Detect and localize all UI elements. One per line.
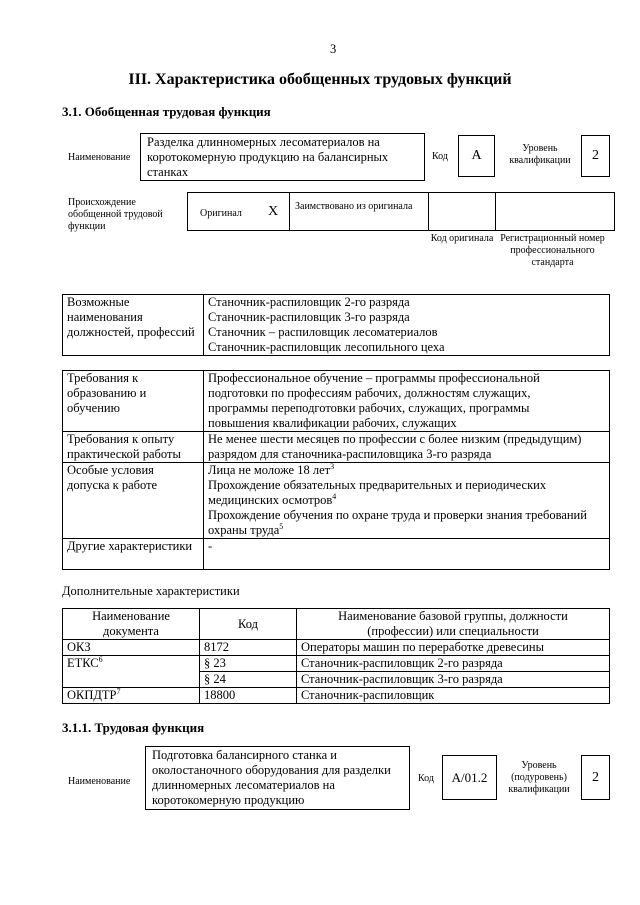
req-experience-label: Требования к опыту практической работы <box>63 432 204 463</box>
requirements-table <box>62 370 610 570</box>
section-title: III. Характеристика обобщенных трудовых функций <box>128 71 512 88</box>
footnote-ref: 3 <box>330 461 335 471</box>
row-doc <box>63 640 200 656</box>
origin-divider-2 <box>428 193 429 230</box>
req-line: повышения квалификации рабочих, служащих <box>208 416 457 430</box>
req-other-value <box>204 539 610 570</box>
origin-box <box>187 192 615 231</box>
req-conditions-label: Особые условия допуска к работе <box>63 463 204 539</box>
page-number: 3 <box>330 42 337 56</box>
additional-title: Дополнительные характеристики <box>62 584 240 598</box>
tf-code-value: А/01.2 <box>442 755 497 800</box>
req-education-value <box>204 371 610 432</box>
position-item: Станочник-распиловщик лесопильного цеха <box>208 340 445 354</box>
row-code: § 24 <box>200 672 297 688</box>
req-line <box>208 493 605 508</box>
row-name: Операторы машин по переработке древесины <box>297 640 610 656</box>
tf-code-label: Код <box>418 773 434 784</box>
tf-name-line: околостаночного оборудования для разделки <box>152 763 391 777</box>
additional-table <box>62 608 610 704</box>
gtf-heading: 3.1. Обобщенная трудовая функция <box>62 104 271 119</box>
req-conditions-value <box>204 463 610 539</box>
tf-name-box <box>145 746 410 810</box>
req-line-text: медицинских осмотров <box>208 493 333 507</box>
row-code: 8172 <box>200 640 297 656</box>
row-name: Станочник-распиловщик 2-го разряда <box>297 656 610 672</box>
row-doc <box>63 656 200 688</box>
position-item: Станочник-распиловщик 3-го разряда <box>208 310 410 324</box>
row-name: Станочник-распиловщик <box>297 688 610 704</box>
row-code: § 23 <box>200 656 297 672</box>
row-code: 18800 <box>200 688 297 704</box>
gtf-name-value: Разделка длинномерных лесоматериалов на коротокомерную продукцию на балансирных станках <box>147 135 389 179</box>
original-label: Оригинал <box>200 208 242 219</box>
req-line <box>208 523 605 538</box>
doc-text: ОКПДТР <box>67 688 117 702</box>
req-line-text: охраны труда <box>208 523 280 537</box>
positions-label: Возможные наименования должностей, профессий <box>63 295 204 356</box>
footnote-ref: 7 <box>116 686 121 696</box>
footnote-ref: 4 <box>332 491 337 501</box>
gtf-code-value: А <box>458 135 495 177</box>
reg-number-caption: Регистрационный номер профессионального стандарта <box>500 233 605 268</box>
req-line: - <box>208 539 213 553</box>
gtf-name-box <box>140 133 425 181</box>
header-doc: Наименование документа <box>63 609 200 640</box>
position-item: Станочник – распиловщик лесоматериалов <box>208 325 438 339</box>
doc-text: ОКЗ <box>67 640 91 654</box>
tf-level-label: Уровень (подуровень) квалификации <box>508 760 570 795</box>
table-row <box>63 688 610 704</box>
gtf-level-label: Уровень квалификации <box>509 143 571 166</box>
tf-name-line: Подготовка балансирного станка и <box>152 748 337 762</box>
code-original-caption: Код оригинала <box>430 233 494 244</box>
req-line: Прохождение обучения по охране труда и проверки знания требований <box>208 508 587 522</box>
original-mark: Х <box>268 204 279 219</box>
req-line-text: Лица не моложе 18 лет <box>208 463 331 477</box>
tf-name-line: коротокомерную продукцию <box>152 793 305 807</box>
req-line: разрядом для станочника-распиловщика 3-го разряда <box>208 447 492 461</box>
origin-divider-3 <box>495 193 496 230</box>
header-code: Код <box>200 609 297 640</box>
req-line: Прохождение обязательных предварительных и периодических <box>208 478 547 492</box>
tf-heading: 3.1.1. Трудовая функция <box>62 720 205 735</box>
req-line: Профессиональное обучение – программы профессиональной <box>208 371 540 385</box>
position-item: Станочник-распиловщик 2-го разряда <box>208 295 410 309</box>
req-other-label: Другие характеристики <box>63 539 204 570</box>
header-name: Наименование базовой группы, должности (профессии) или специальности <box>297 609 610 640</box>
req-line: подготовки по профессиям рабочих, должностям служащих, <box>208 386 531 400</box>
borrowed-label: Заимствовано из оригинала <box>295 201 413 212</box>
table-row <box>63 640 610 656</box>
doc-text: ЕТКС <box>67 656 99 670</box>
gtf-code-label: Код <box>432 151 448 162</box>
row-name: Станочник-распиловщик 3-го разряда <box>297 672 610 688</box>
req-education-label: Требования к образованию и обучению <box>63 371 204 432</box>
gtf-level-value: 2 <box>581 135 610 177</box>
positions-list <box>204 295 610 356</box>
row-doc <box>63 688 200 704</box>
positions-table <box>62 294 610 356</box>
gtf-name-label: Наименование <box>68 152 131 163</box>
tf-name-label: Наименование <box>68 776 131 787</box>
req-line: программы переподготовки рабочих, служащих, программы <box>208 401 530 415</box>
origin-label: Происхождение обобщенной трудовой функции <box>68 197 163 232</box>
footnote-ref: 5 <box>279 521 284 531</box>
req-line: Не менее шести месяцев по профессии с более низким (предыдущим) <box>208 432 582 446</box>
req-line <box>208 463 605 478</box>
tf-level-value: 2 <box>581 755 610 800</box>
footnote-ref: 6 <box>98 654 103 664</box>
origin-divider-1 <box>289 193 290 230</box>
table-row <box>63 656 610 672</box>
req-experience-value <box>204 432 610 463</box>
tf-name-line: длинномерных лесоматериалов на <box>152 778 335 792</box>
